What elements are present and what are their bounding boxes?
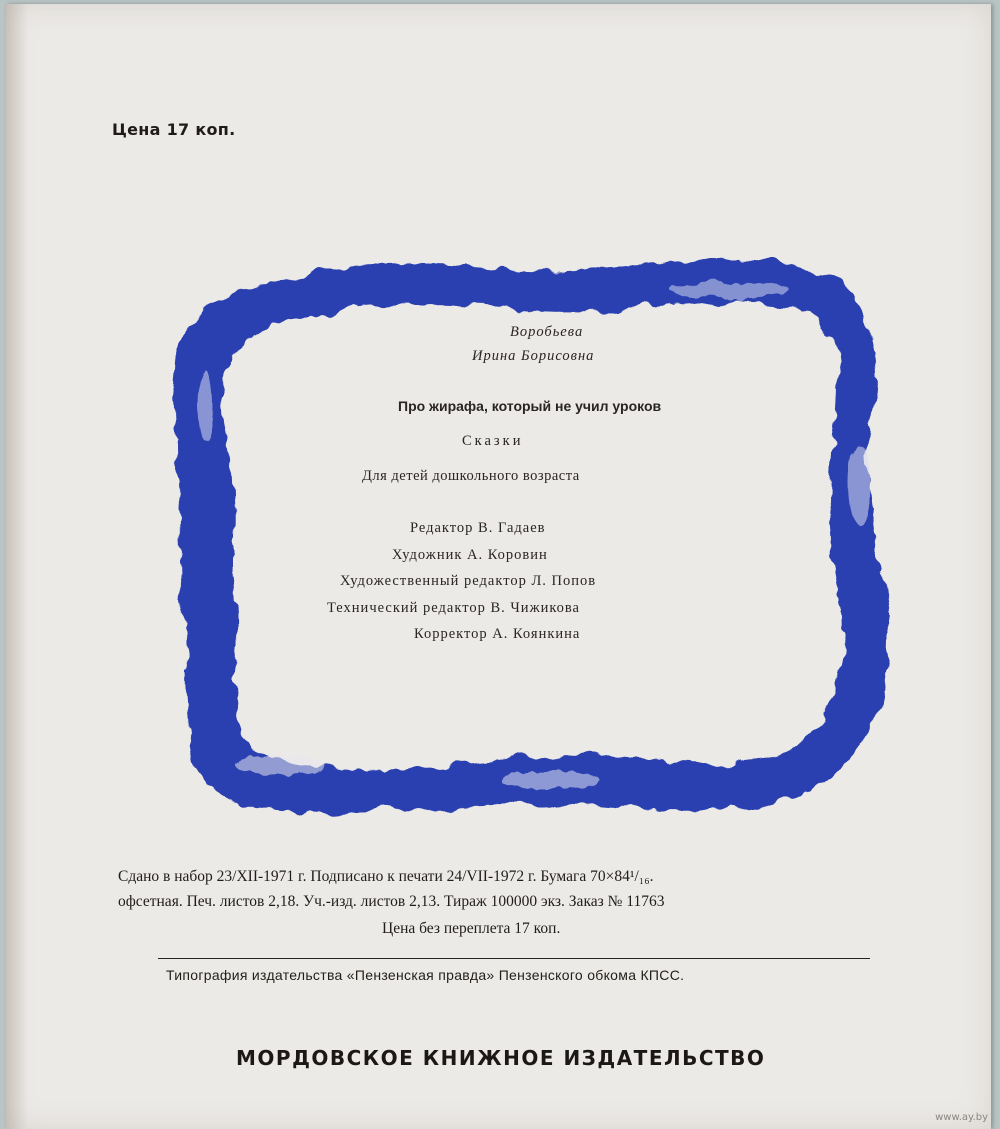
colophon-line-1: Сдано в набор 23/XII-1971 г. Подписано к печати 24/VII-1972 г. Бумага 70×84¹/₁₆. <box>118 868 654 885</box>
title-block <box>240 310 820 670</box>
divider-rule <box>158 958 870 959</box>
book-title: Про жирафа, который не учил уроков <box>398 398 662 414</box>
price-label: Цена 17 коп. <box>112 120 236 139</box>
credit-art-editor: Художественный редактор Л. Попов <box>340 573 597 589</box>
author-surname: Воробьева <box>510 324 584 340</box>
publisher-name: МОРДОВСКОЕ КНИЖНОЕ ИЗДАТЕЛЬСТВО <box>236 1046 766 1070</box>
colophon-price: Цена без переплета 17 коп. <box>382 920 561 937</box>
printer-line: Типография издательства «Пензенская правда» Пензенского обкома КПСС. <box>166 967 685 983</box>
credit-proofreader: Корректор А. Коянкина <box>414 626 581 642</box>
audience-note: Для детей дошкольного возраста <box>362 468 580 484</box>
credit-editor: Редактор В. Гадаев <box>410 520 546 536</box>
watermark: www.ay.by <box>935 1112 988 1123</box>
spine-shadow <box>6 4 28 1129</box>
credit-tech-editor: Технический редактор В. Чижикова <box>327 600 580 616</box>
author-name: Ирина Борисовна <box>472 348 595 364</box>
colophon-line-2: офсетная. Печ. листов 2,18. Уч.-изд. листов 2,13. Тираж 100000 экз. Заказ № 11763 <box>118 893 665 910</box>
credit-illustrator: Художник А. Коровин <box>392 547 548 563</box>
book-genre: Сказки <box>462 433 524 449</box>
